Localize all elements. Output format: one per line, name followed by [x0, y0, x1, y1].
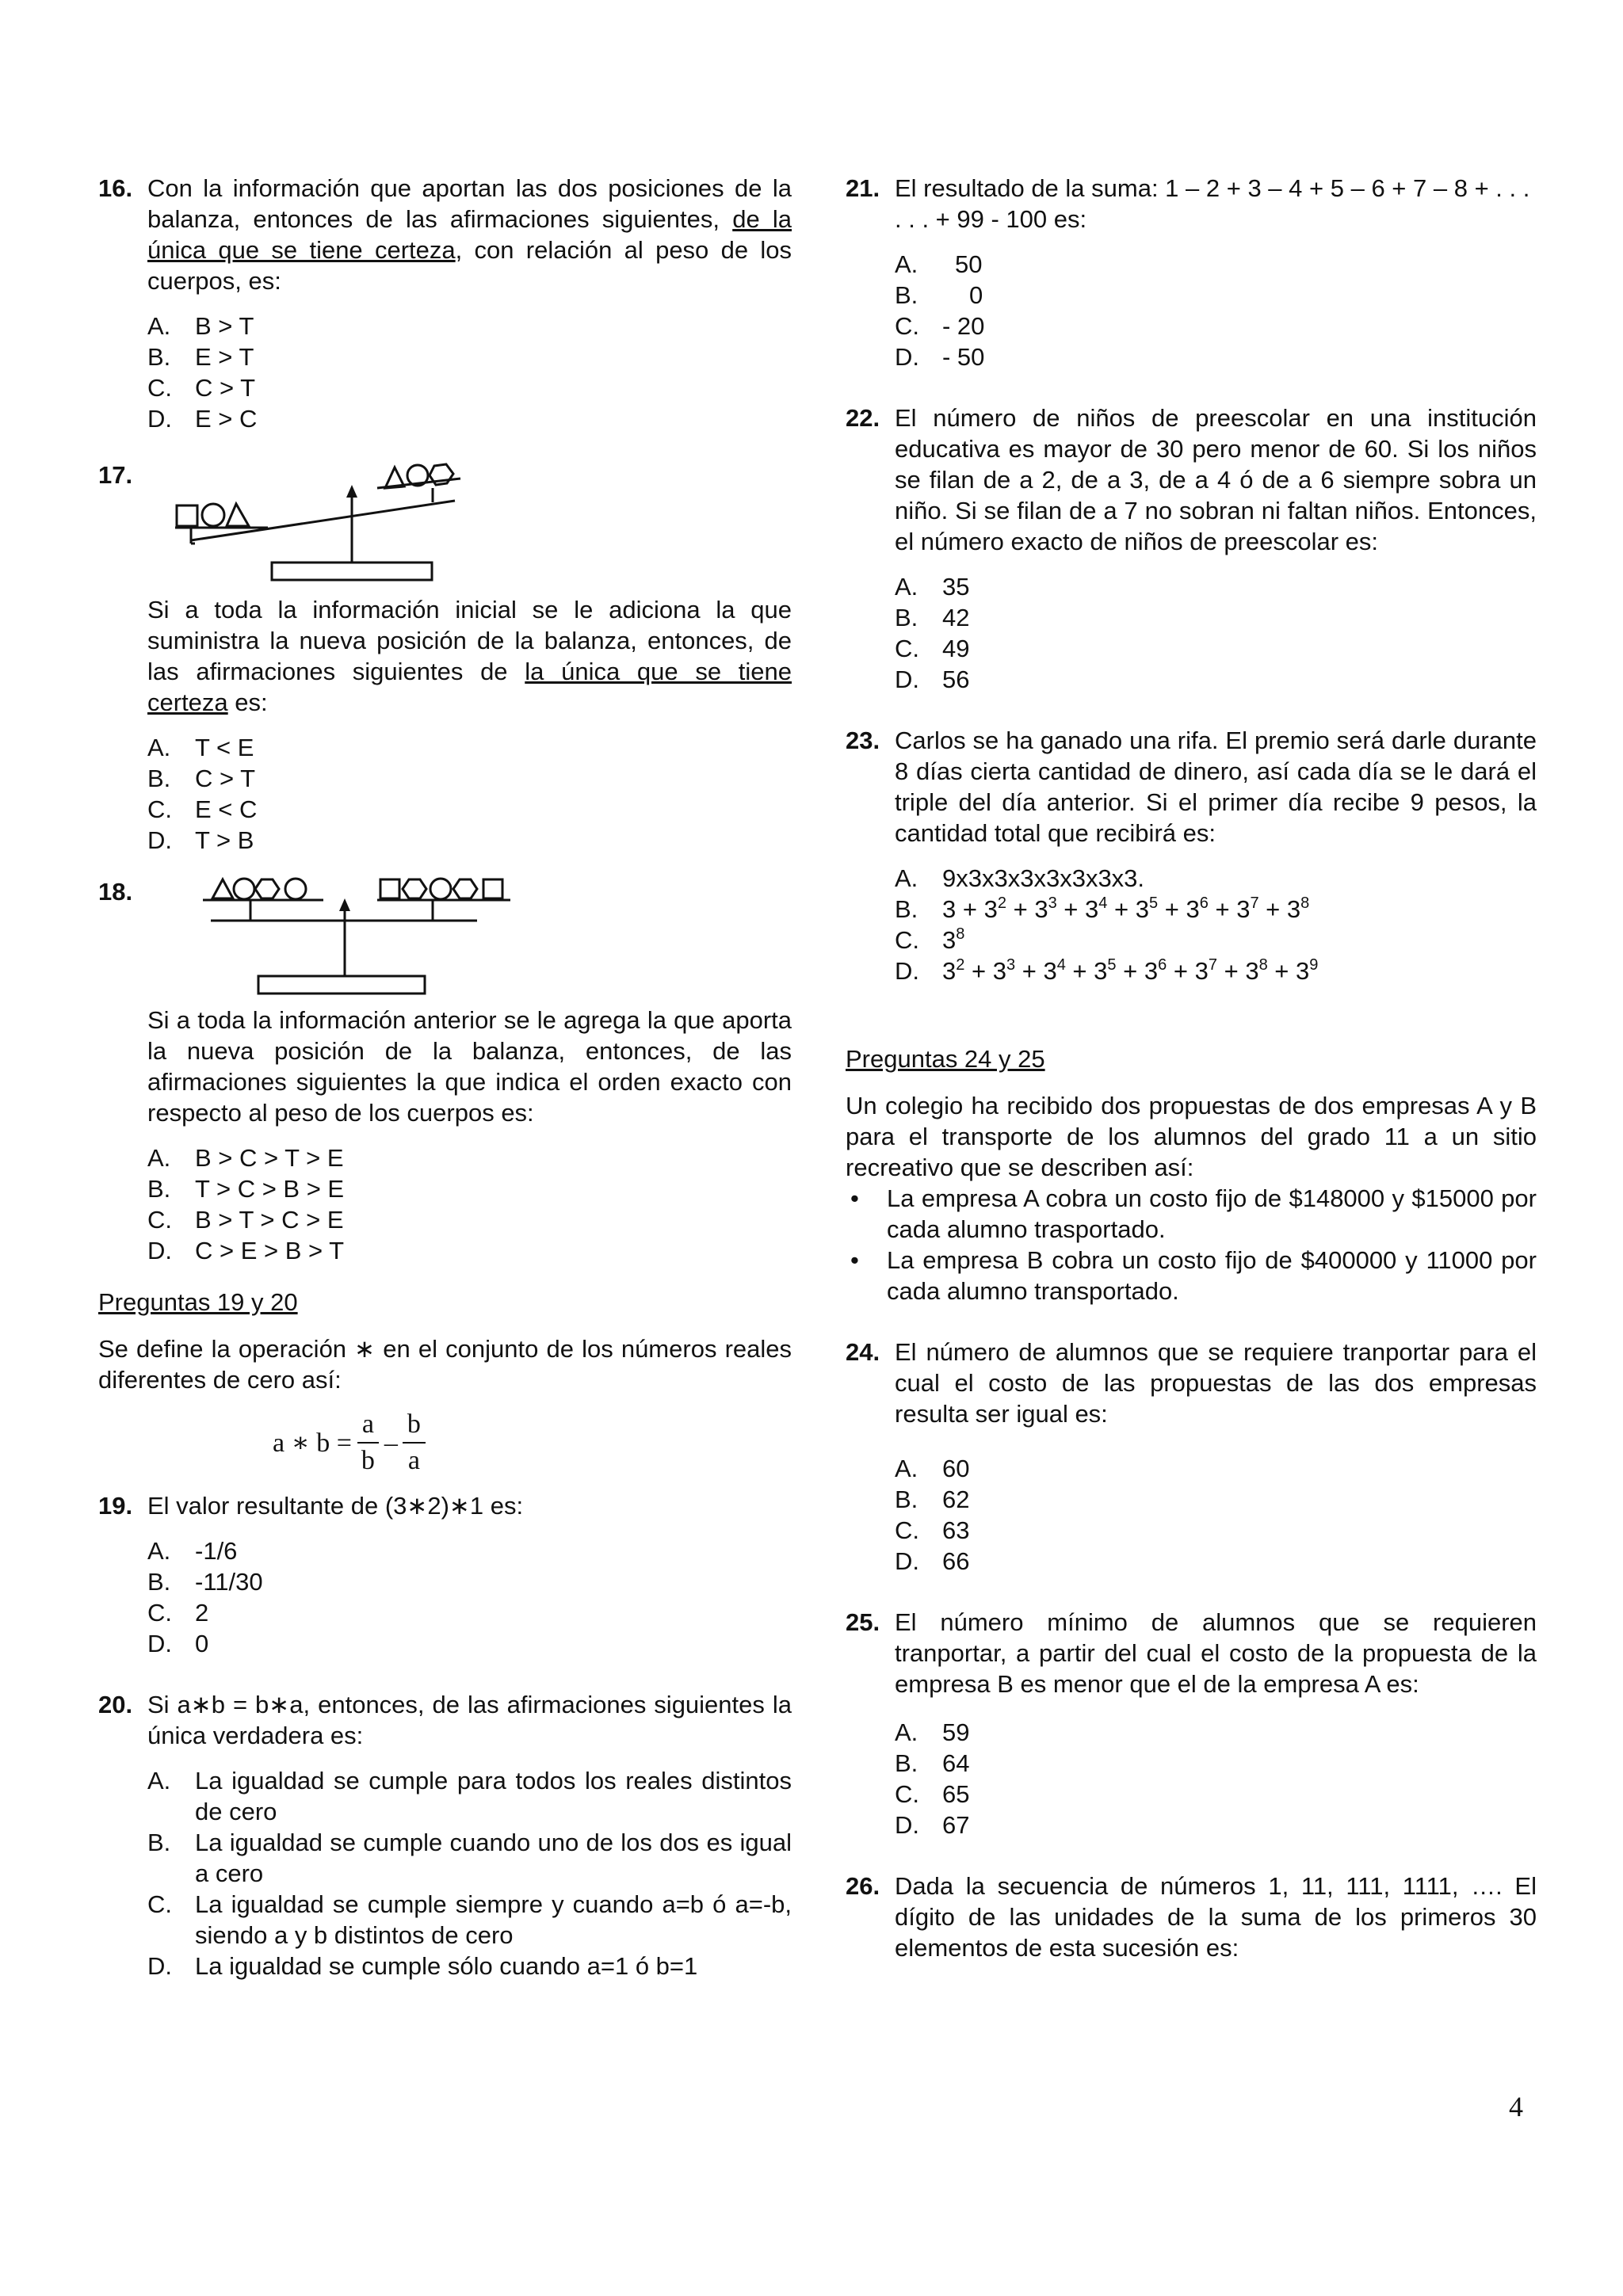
exponent: 2 [956, 956, 965, 974]
question-18-header [98, 876, 792, 1003]
question-20 [98, 1689, 792, 1751]
operation-formula: a ∗ b = $\frac{a}{b}$ – $\frac{b}{a}$ [273, 1403, 792, 1482]
option: D. T > B [147, 826, 254, 854]
option: B. E > T [147, 343, 254, 371]
power-sum-d: $3^2 + 3^3 + 3^4 + 3^5 + 3^6 + 3^7 + 3^8 + 3^9$ [942, 956, 1319, 985]
option: A. 59 [895, 1718, 970, 1746]
question-number: 25. [846, 1608, 880, 1636]
power-sum-b: $3 + 3^2 + 3^3 + 3^4 + 3^5 + 3^6 + 3^7 + 3^8$ [942, 894, 1310, 923]
option: C. $3^8$ [895, 925, 1537, 955]
option: B. $3 + 3^2 + 3^3 + 3^4 + 3^5 + 3^6 + 3^7 + 3^8$ [895, 894, 1537, 925]
option: D. - 50 [895, 343, 985, 371]
balance-diagram-18 [147, 876, 655, 1003]
question-18-text: Si a toda la información anterior se le agrega la que aporta la nueva posición de la balanza, entonces, de las afirmaciones siguientes la que indica el orden exacto con respecto al peso de los cuerpos es: [147, 1006, 792, 1127]
option: A. 35 [895, 573, 970, 601]
options-18 [147, 1142, 792, 1266]
exponent: 9 [1309, 956, 1319, 974]
options-20 [147, 1765, 792, 1981]
question-number: 17. [98, 461, 133, 489]
option: C. C > T [147, 374, 256, 402]
question-22 [846, 402, 1537, 557]
options-22 [895, 571, 1537, 695]
exponent: 7 [1250, 894, 1259, 912]
option: A. 60 [895, 1455, 970, 1482]
question-text: El número de alumnos que se requiere tranportar para el cual el costo de las propuestas de las dos empresas resulta ser igual es: [895, 1338, 1537, 1428]
exponent: 5 [1149, 894, 1159, 912]
exponent: 3 [1006, 956, 1016, 974]
option: B. La igualdad se cumple cuando uno de los dos es igual a cero [147, 1829, 792, 1887]
option: A. 50 [895, 250, 983, 278]
option: C. 63 [895, 1516, 970, 1544]
question-number: 21. [846, 174, 880, 202]
exponent: 2 [997, 894, 1006, 912]
bullet-item: • La empresa A cobra un costo fijo de $148000 y $15000 por cada alumno trasportado. [850, 1184, 1537, 1243]
option: A. La igualdad se cumple para todos los reales distintos de cero [147, 1767, 792, 1825]
option: C. 49 [895, 635, 970, 662]
option: D. E > C [147, 405, 258, 433]
question-text: El número mínimo de alumnos que se requieren tranportar, a partir del cual el costo de la propuesta de la empresa B es menor que el de la empresa A es: [895, 1608, 1537, 1698]
options-24 [895, 1453, 1537, 1577]
option: C. - 20 [895, 312, 985, 340]
question-text: Carlos se ha ganado una rifa. El premio será darle durante 8 días cierta cantidad de dinero, así cada día se le dará el triple del día anterior. Si el primer día recibe 9 pesos, la cantidad total que recibirá es: [895, 727, 1537, 847]
exponent: 4 [1098, 894, 1108, 912]
question-text: El número de niños de preescolar en una institución educativa es mayor de 30 pero menor de 60. Si los niños se filan de a 2, de a 3, de a 4 ó de a 6 siempre sobra un niño. Si se filan de a 7 no sobran ni faltan niños. Entonces, el número exacto de niños de preescolar es: [895, 404, 1537, 555]
right-column [846, 173, 1537, 1963]
exponent: 7 [1208, 956, 1217, 974]
option: A. B > T [147, 312, 254, 340]
option: D. 66 [895, 1547, 970, 1575]
question-text: Dada la secuencia de números 1, 11, 111, 1111, …. El dígito de las unidades de la suma de los primeros 30 elementos de esta sucesión es: [895, 1872, 1537, 1962]
exponent: 6 [1158, 956, 1167, 974]
option: C. 2 [147, 1599, 209, 1627]
option: C. La igualdad se cumple siempre y cuando a=b ó a=-b, siendo a y b distintos de cero [147, 1890, 792, 1949]
option: B. 42 [895, 604, 970, 631]
option: B. -11/30 [147, 1568, 263, 1596]
option: D. La igualdad se cumple sólo cuando a=1 ó b=1 [147, 1952, 698, 1980]
options-17 [147, 732, 792, 856]
option: D. 67 [895, 1811, 970, 1839]
option: D. C > E > B > T [147, 1237, 345, 1264]
intro-24-25: Un colegio ha recibido dos propuestas de dos empresas A y B para el transporte de los alumnos del grado 11 a un sitio recreativo que se describen así: [846, 1092, 1537, 1181]
question-number: 24. [846, 1338, 880, 1366]
section-heading-24-25: Preguntas 24 y 25 [846, 1045, 1045, 1073]
options-16 [147, 311, 792, 434]
power-c: $3^8$ [942, 925, 965, 954]
left-column [98, 173, 792, 1981]
option: C. B > T > C > E [147, 1206, 344, 1234]
fraction-a-over-b: $\frac{a}{b}$ [357, 1407, 380, 1478]
options-19 [147, 1535, 792, 1659]
question-26 [846, 1871, 1537, 1963]
exponent: 4 [1056, 956, 1066, 974]
question-text: Si a∗b = b∗a, entonces, de las afirmaciones siguientes la única verdadera es: [147, 1691, 792, 1749]
section-heading-19-20: Preguntas 19 y 20 [98, 1288, 298, 1316]
options-21 [895, 249, 1537, 372]
question-17-text: Si a toda la información inicial se le adiciona la que suministra la nueva posición de la balanza, entonces, de las afirmaciones siguientes de la única que se tiene certeza es: [147, 596, 792, 716]
question-number: 22. [846, 404, 880, 432]
option: A. -1/6 [147, 1537, 238, 1565]
option: B. 64 [895, 1749, 970, 1777]
option: A. B > C > T > E [147, 1144, 344, 1172]
intro-19-20: Se define la operación ∗ en el conjunto de los números reales diferentes de cero así: [98, 1335, 792, 1394]
options-23 [895, 863, 1537, 986]
option: B. T > C > B > E [147, 1175, 345, 1203]
balance-diagram-17 [147, 455, 480, 589]
question-number: 16. [98, 174, 133, 202]
options-25 [895, 1717, 1537, 1840]
question-number: 19. [98, 1492, 133, 1520]
question-number: 26. [846, 1872, 880, 1900]
option: D. 56 [895, 666, 970, 693]
bullet-item: • La empresa B cobra un costo fijo de $400000 y 11000 por cada alumno transportado. [850, 1246, 1537, 1305]
option: C. E < C [147, 795, 258, 823]
option: B. 0 [895, 281, 983, 309]
option: B. C > T [147, 765, 256, 792]
exponent: 8 [956, 925, 965, 943]
question-text: Con la información que aportan las dos posiciones de la balanza, entonces de las afirmaciones siguientes, de la única que se tiene certeza, con relación al peso de los cuerpos, es: [147, 174, 792, 295]
question-24 [846, 1337, 1537, 1429]
option: A. T < E [147, 734, 254, 761]
exponent: 8 [1300, 894, 1310, 912]
question-text: El resultado de la suma: 1 – 2 + 3 – 4 + 5 – 6 + 7 – 8 + . . . . . . + 99 - 100 es: [895, 174, 1530, 233]
question-number: 23. [846, 727, 880, 754]
option: A. 9x3x3x3x3x3x3x3. [895, 864, 1145, 892]
question-number: 20. [98, 1691, 133, 1718]
option: D. $3^2 + 3^3 + 3^4 + 3^5 + 3^6 + 3^7 + 3^8 + 3^9$ [895, 955, 1537, 986]
question-25 [846, 1607, 1537, 1699]
exponent: 6 [1199, 894, 1209, 912]
question-17-header [98, 455, 792, 589]
option: D. 0 [147, 1630, 209, 1657]
fraction-b-over-a: $\frac{b}{a}$ [403, 1407, 426, 1478]
exponent: 5 [1107, 956, 1117, 974]
option: B. 62 [895, 1486, 970, 1513]
option: C. 65 [895, 1780, 970, 1808]
question-16 [98, 173, 792, 296]
question-21 [846, 173, 1537, 235]
question-text: El valor resultante de (3∗2)∗1 es: [147, 1492, 524, 1520]
question-19 [98, 1490, 792, 1521]
question-number: 18. [98, 878, 133, 906]
question-23 [846, 725, 1537, 849]
exponent: 3 [1048, 894, 1057, 912]
page-number: 4 [1509, 2091, 1523, 2122]
exponent: 8 [1258, 956, 1268, 974]
